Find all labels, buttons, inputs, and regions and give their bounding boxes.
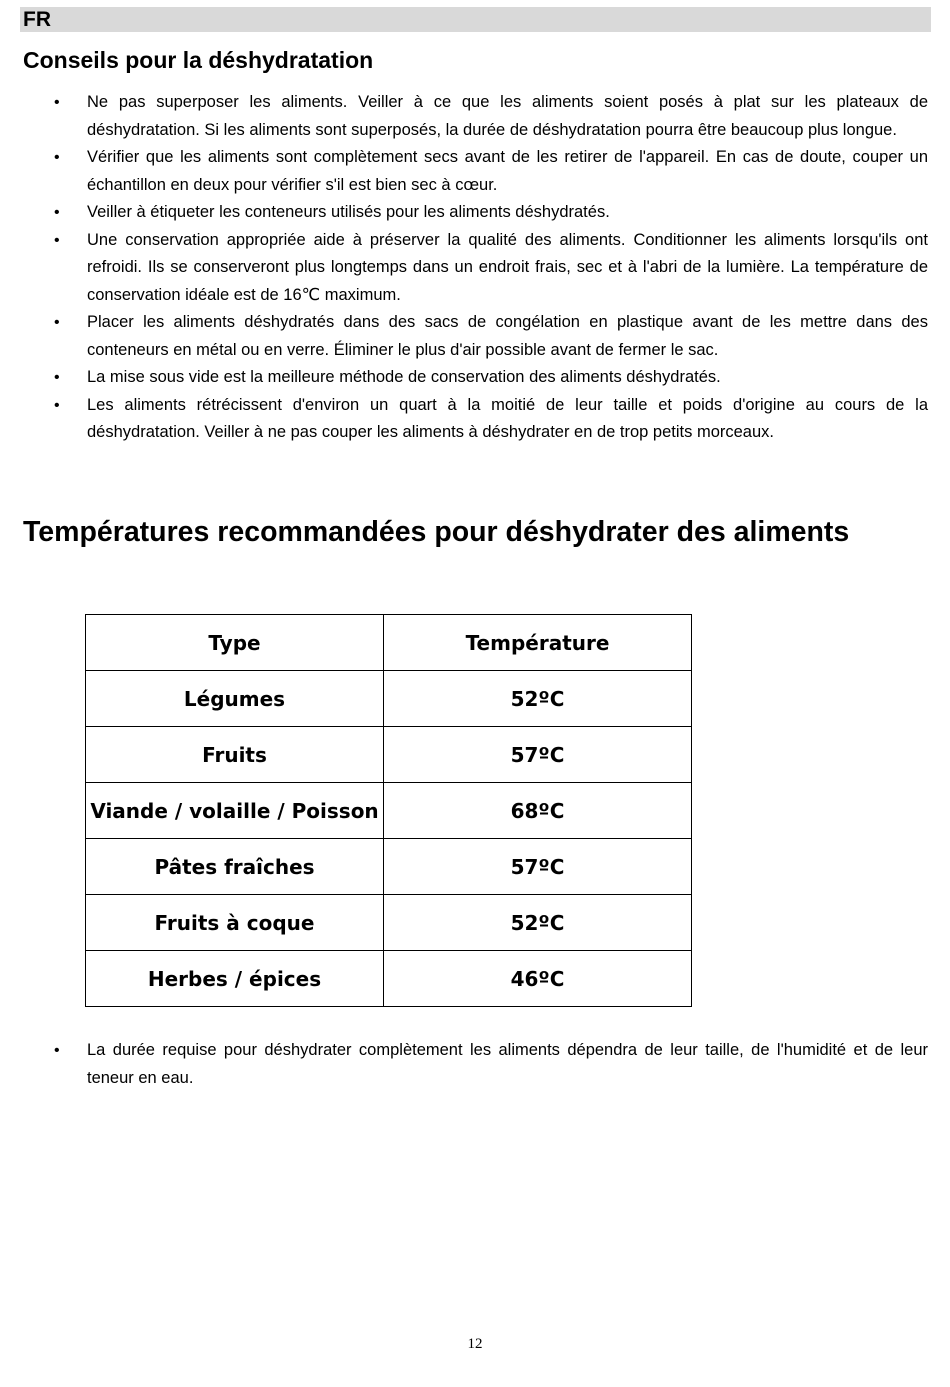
list-item bbox=[22, 1037, 928, 1092]
column-header-temperature: Température bbox=[384, 615, 692, 671]
table-row bbox=[86, 951, 692, 1007]
tips-list bbox=[22, 89, 928, 447]
table-cell-type: Fruits bbox=[86, 727, 384, 783]
table-cell-temperature: 57ºC bbox=[384, 839, 692, 895]
list-item bbox=[22, 309, 928, 364]
list-item bbox=[22, 199, 928, 227]
table-cell-temperature: 46ºC bbox=[384, 951, 692, 1007]
table-cell-type: Viande / volaille / Poisson bbox=[86, 783, 384, 839]
list-item-text: Les aliments rétrécissent d'environ un quart à la moitié de leur taille et poids d'origine au cours de la déshydratation. Veiller à ne pas couper les aliments à déshydrater en de trop petits morceaux. bbox=[87, 395, 928, 441]
bullet-icon: • bbox=[54, 314, 60, 331]
list-item bbox=[22, 392, 928, 447]
table-cell-type: Légumes bbox=[86, 671, 384, 727]
table-cell-type: Herbes / épices bbox=[86, 951, 384, 1007]
bullet-icon: • bbox=[54, 94, 60, 111]
list-item bbox=[22, 227, 928, 310]
list-item bbox=[22, 364, 928, 392]
note-list bbox=[22, 1037, 928, 1092]
table-row bbox=[86, 895, 692, 951]
bullet-icon: • bbox=[54, 231, 60, 249]
bullet-icon: • bbox=[54, 149, 60, 166]
note-text: La durée requise pour déshydrater complètement les aliments dépendra de leur taille, de l'humidité et de leur teneur en eau. bbox=[87, 1041, 928, 1087]
table-row bbox=[86, 671, 692, 727]
language-header-bar bbox=[20, 7, 931, 32]
list-item-text: Placer les aliments déshydratés dans des sacs de congélation en plastique avant de les mettre dans des conteneurs en métal ou en verre. Éliminer le plus d'air possible avant de fermer le sac. bbox=[87, 313, 928, 359]
table-header-row bbox=[86, 615, 692, 671]
list-item-text: La mise sous vide est la meilleure méthode de conservation des aliments déshydratés. bbox=[87, 368, 721, 386]
table-cell-temperature: 52ºC bbox=[384, 895, 692, 951]
temperature-table bbox=[85, 614, 692, 1007]
table-row bbox=[86, 783, 692, 839]
table-cell-temperature: 68ºC bbox=[384, 783, 692, 839]
list-item bbox=[22, 89, 928, 144]
list-item-text: Une conservation appropriée aide à préserver la qualité des aliments. Conditionner les aliments lorsqu'ils ont refroidi. Ils se conserveront plus longtemps dans un endroit frais, sec et à l'abri de la lumière. La température de conservation idéale est de 16℃ maximum. bbox=[87, 230, 928, 304]
table-row bbox=[86, 727, 692, 783]
table-cell-temperature: 52ºC bbox=[384, 671, 692, 727]
list-item-text: Vérifier que les aliments sont complètement secs avant de les retirer de l'appareil. En cas de doute, couper un échantillon en deux pour vérifier s'il est bien sec à cœur. bbox=[87, 148, 928, 194]
list-item-text: Ne pas superposer les aliments. Veiller à ce que les aliments soient posés à plat sur les plateaux de déshydratation. Si les aliments sont superposés, la durée de déshydratation pourra être beaucoup plus longue. bbox=[87, 93, 928, 139]
table-cell-temperature: 57ºC bbox=[384, 727, 692, 783]
language-code: FR bbox=[23, 8, 51, 31]
page-number: 12 bbox=[467, 1336, 483, 1352]
list-item-text: Veiller à étiqueter les conteneurs utilisés pour les aliments déshydratés. bbox=[87, 203, 610, 221]
table-cell-type: Fruits à coque bbox=[86, 895, 384, 951]
list-item bbox=[22, 144, 928, 199]
bullet-icon: • bbox=[54, 204, 60, 221]
column-header-type: Type bbox=[86, 615, 384, 671]
section-title-conseils: Conseils pour la déshydratation bbox=[23, 47, 374, 73]
bullet-icon: • bbox=[54, 369, 60, 386]
bullet-icon: • bbox=[54, 396, 60, 414]
bullet-icon: • bbox=[54, 1042, 60, 1059]
section-title-temperatures: Températures recommandées pour déshydrater des aliments bbox=[23, 516, 850, 548]
table-cell-type: Pâtes fraîches bbox=[86, 839, 384, 895]
table-row bbox=[86, 839, 692, 895]
